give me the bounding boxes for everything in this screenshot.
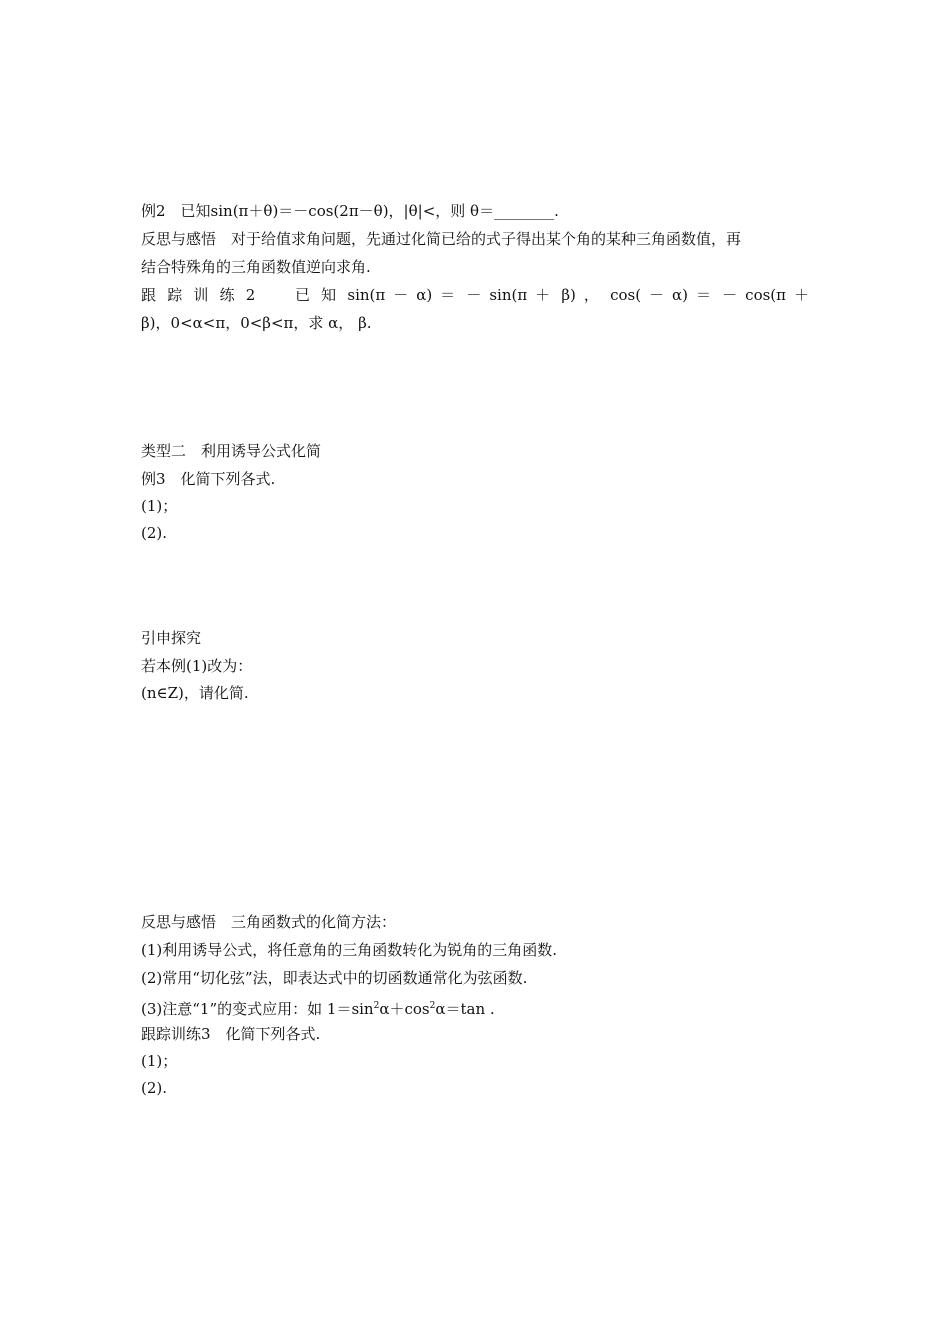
example-3-title: 例3 化简下列各式.	[141, 470, 276, 488]
training-2-line-1: 跟 踪 训 练 2 已 知 sin(π － α) ＝ － sin(π ＋ β) ， cos( － α) ＝ － cos(π ＋	[141, 286, 809, 304]
training-2-line-2: β)，0<α<π，0<β<π，求 α， β.	[141, 314, 372, 332]
training-3-item-1: (1)；	[141, 1052, 178, 1070]
superscript-2: 2	[373, 1001, 380, 1011]
section-heading-type-2: 类型二 利用诱导公式化简	[141, 442, 322, 460]
example-3-item-1: (1)；	[141, 497, 178, 515]
reflection-1-line-1: 反思与感悟 对于给值求角问题，先通过化简已给的式子得出某个角的某种三角函数值，再	[141, 230, 742, 248]
extension-line-2: (n∈Z)，请化简.	[141, 684, 249, 702]
extension-line-1: 若本例(1)改为：	[141, 657, 253, 675]
point-3-suffix: α＝tan .	[435, 1000, 495, 1018]
reflection-2-point-2: (2)常用“切化弦”法，即表达式中的切函数通常化为弦函数.	[141, 969, 528, 987]
point-3-prefix: (3)注意“1”的变式应用：如 1＝sin	[141, 1000, 374, 1018]
example-3-item-2: (2).	[141, 524, 168, 542]
example-2-statement: 例2 已知sin(π＋θ)＝－cos(2π－θ)，|θ|<，则 θ＝________.	[141, 202, 559, 220]
training-3-item-2: (2).	[141, 1079, 168, 1097]
reflection-2-heading: 反思与感悟 三角函数式的化简方法：	[141, 913, 397, 931]
reflection-2-point-3	[141, 996, 495, 1016]
point-3-middle: α＋cos	[379, 1000, 430, 1018]
reflection-1-line-2: 结合特殊角的三角函数值逆向求角.	[141, 258, 371, 276]
extension-heading: 引申探究	[141, 629, 202, 647]
superscript-2: 2	[429, 1001, 436, 1011]
reflection-2-point-1: (1)利用诱导公式，将任意角的三角函数转化为锐角的三角函数.	[141, 941, 558, 959]
training-3-heading: 跟踪训练3 化简下列各式.	[141, 1025, 321, 1043]
